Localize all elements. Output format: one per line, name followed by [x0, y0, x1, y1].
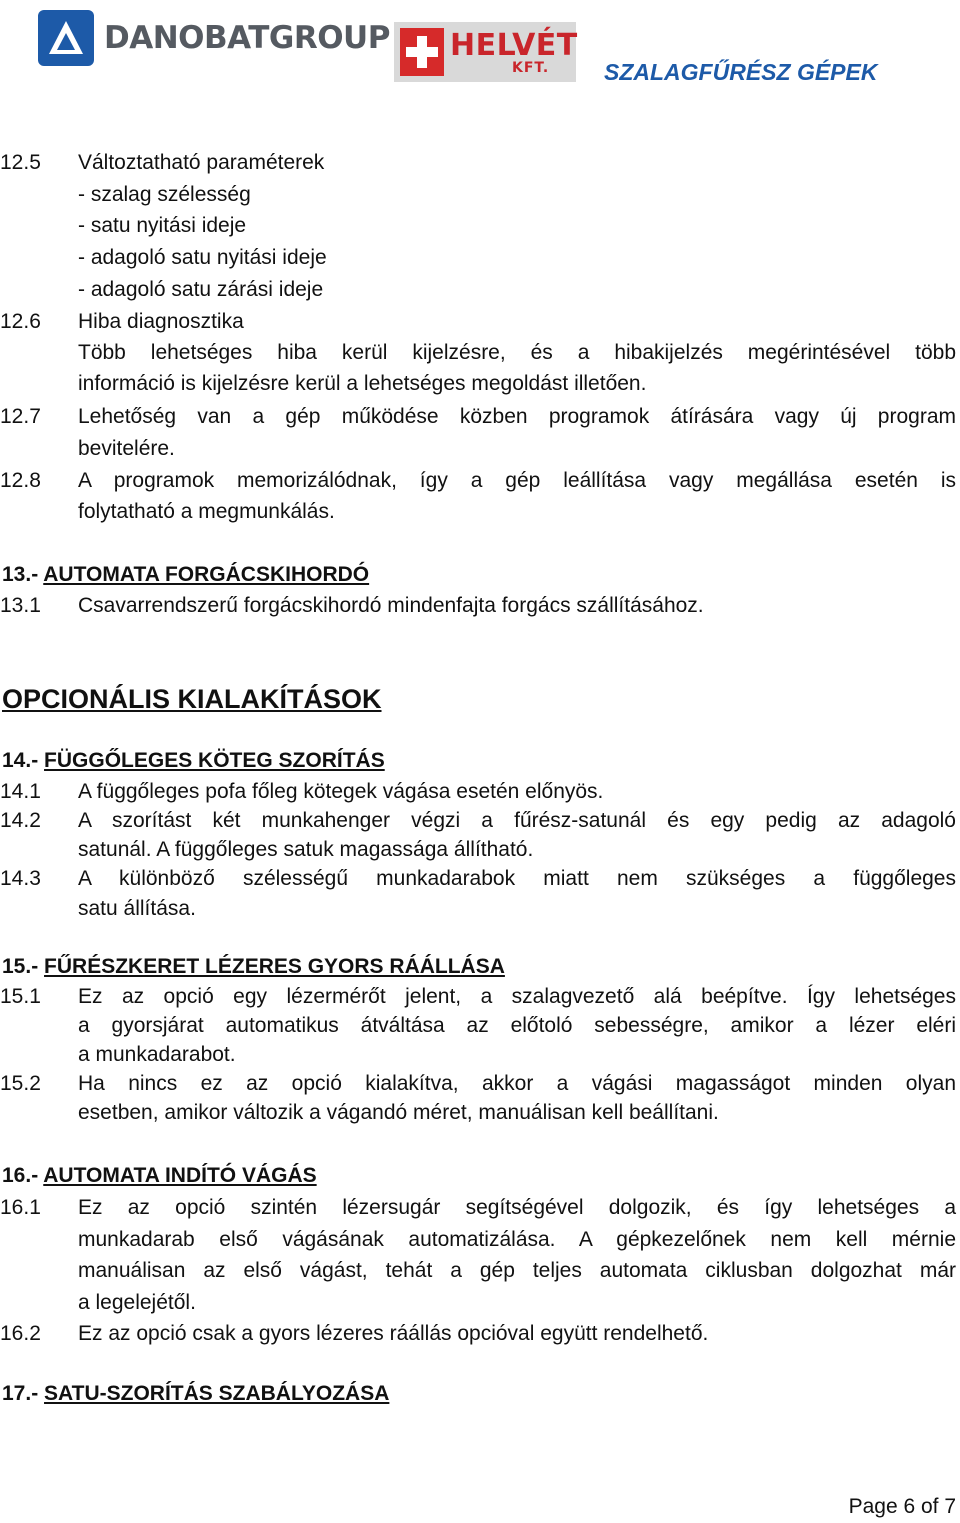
paragraph-line: A függőleges pofa főleg kötegek vágása esetén előnyös.: [78, 780, 604, 803]
list-item: - adagoló satu zárási ideje: [78, 278, 324, 301]
section-heading: [2, 749, 385, 773]
section-number: 13.1: [0, 594, 41, 617]
section-heading: [2, 563, 369, 587]
heading-prefix: 17.-: [2, 1382, 45, 1405]
paragraph-title: Hiba diagnosztika: [78, 310, 244, 333]
paragraph-line: munkadarab első vágásának automatizálása. A gépkezelőnek nem kell mérnie: [78, 1228, 956, 1251]
section-number: 12.7: [0, 405, 41, 428]
paragraph-line: Ez az opció egy lézermérőt jelent, a szalagvezető alá beépítve. Így lehetséges: [78, 985, 956, 1008]
paragraph-line: Ha nincs ez az opció kialakítva, akkor a vágási magasságot minden olyan: [78, 1072, 956, 1095]
section-number: 12.8: [0, 469, 41, 492]
section-number: 15.1: [0, 985, 41, 1008]
section-number: 14.1: [0, 780, 41, 803]
header-title: SZALAGFŰRÉSZ GÉPEK: [604, 59, 878, 85]
list-item: - szalag szélesség: [78, 183, 251, 206]
paragraph-line: satunál. A függőleges satuk magassága állítható.: [78, 838, 534, 861]
heading-prefix: 15.-: [2, 955, 45, 978]
heading-title: AUTOMATA FORGÁCSKIHORDÓ: [43, 563, 370, 586]
helvet-name: HELVÉT: [450, 28, 578, 63]
heading-title: FÜGGŐLEGES KÖTEG SZORÍTÁS: [44, 749, 385, 772]
paragraph-line: a gyorsjárat automatikus átváltása az előtoló sebességre, amikor a lézer eléri: [78, 1014, 956, 1037]
paragraph-line: információ is kijelzésre kerül a lehetséges megoldást illetően.: [78, 372, 647, 395]
paragraph-title: Változtatható paraméterek: [78, 151, 325, 174]
paragraph-line: satu állítása.: [78, 897, 196, 920]
heading-prefix: 16.-: [2, 1164, 44, 1187]
section-number: 16.2: [0, 1322, 41, 1345]
paragraph-line: Több lehetséges hiba kerül kijelzésre, és a hibakijelzés megérintésével több: [78, 341, 956, 364]
section-heading: [2, 1382, 389, 1406]
danobatgroup-logo: [38, 10, 390, 66]
paragraph-line: Ez az opció csak a gyors lézeres ráállás opcióval együtt rendelhető.: [78, 1322, 709, 1345]
paragraph-line: A programok memorizálódnak, így a gép leállítása vagy megállása esetén is: [78, 469, 956, 492]
list-item: - satu nyitási ideje: [78, 214, 247, 237]
paragraph-line: esetben, amikor változik a vágandó méret, manuálisan kell beállítani.: [78, 1101, 719, 1124]
heading-prefix: 13.-: [2, 563, 44, 586]
options-heading: OPCIONÁLIS KIALAKÍTÁSOK: [2, 684, 382, 714]
section-number: 14.2: [0, 809, 41, 832]
paragraph-line: a legelejétől.: [78, 1291, 196, 1314]
section-heading: [2, 955, 505, 979]
helvet-logo: [394, 22, 576, 82]
helvet-sub: KFT.: [512, 60, 550, 76]
paragraph-line: manuálisan az első vágást, tehát a gép teljes automata ciklusban dolgozhat már: [78, 1259, 956, 1282]
section-number: 16.1: [0, 1196, 41, 1219]
section-heading: [2, 1164, 317, 1188]
paragraph-line: bevitelére.: [78, 437, 175, 460]
paragraph-line: A különböző szélességű munkadarabok miatt nem szükséges a függőleges: [78, 867, 956, 890]
paragraph-line: Ez az opció szintén lézersugár segítségével dolgozik, és így lehetséges a: [78, 1196, 956, 1219]
heading-title: SATU-SZORÍTÁS SZABÁLYOZÁSA: [44, 1382, 390, 1405]
section-number: 12.6: [0, 310, 41, 333]
paragraph-line: a munkadarabot.: [78, 1043, 236, 1066]
paragraph-line: Lehetőség van a gép működése közben programok átírására vagy új program: [78, 405, 956, 428]
paragraph-line: A szorítást két munkahenger végzi a fűrész-satunál és egy pedig az adagoló: [78, 809, 956, 832]
swiss-cross-icon: [400, 28, 444, 76]
list-item: - adagoló satu nyitási ideje: [78, 246, 327, 269]
logo-text: DANOBATGROUP: [104, 20, 390, 56]
heading-title: AUTOMATA INDÍTÓ VÁGÁS: [43, 1164, 317, 1187]
page-number: Page 6 of 7: [848, 1495, 956, 1518]
heading-title: FŰRÉSZKERET LÉZERES GYORS RÁÁLLÁSA: [44, 955, 505, 978]
paragraph-line: Csavarrendszerű forgácskihordó mindenfajta forgács szállításához.: [78, 594, 704, 617]
heading-prefix: 14.-: [2, 749, 45, 772]
danobat-mark-icon: [38, 10, 94, 66]
section-number: 12.5: [0, 151, 41, 174]
section-number: 15.2: [0, 1072, 41, 1095]
paragraph-line: folytatható a megmunkálás.: [78, 500, 335, 523]
section-number: 14.3: [0, 867, 41, 890]
